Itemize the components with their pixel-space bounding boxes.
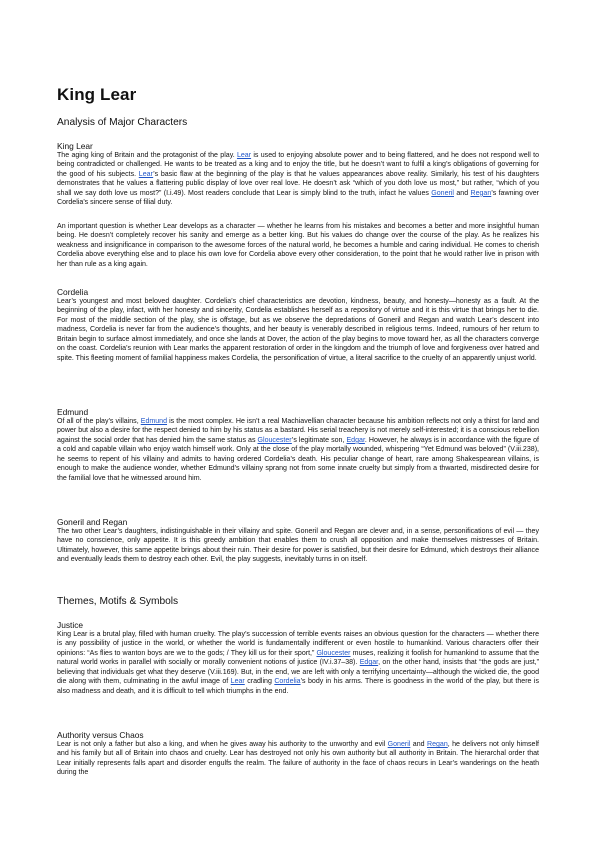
character-link-regan[interactable]: Regan — [470, 189, 492, 197]
character-link-lear[interactable]: Lear — [230, 678, 245, 686]
character-link-goneril[interactable]: Goneril — [431, 189, 454, 197]
character-link-gloucester[interactable]: Gloucester — [316, 649, 351, 657]
paragraph-text: ’s legitimate son, — [291, 436, 347, 444]
subheading-edmund: Edmund — [57, 407, 89, 417]
paragraph-text: ’s fawning over Cordelia’s sincere sense of filial duty. — [57, 189, 539, 207]
paragraph-text: Lear is not only a father but also a king, and when he gives away his authority to the unworthy and evil — [57, 741, 388, 748]
character-link-edmund[interactable]: Edmund — [140, 418, 168, 425]
subheading-king-lear: King Lear — [57, 141, 93, 151]
paragraph-text: , on the other hand, insists that “the gods are just,” believing that individuals get what they deserve (V.iii.169). But, in the end, we are left with only a terrifying uncertainty—although the wicked die, the good die along with them, culminating in the awful image of — [57, 659, 539, 686]
character-link-goneril[interactable]: Goneril — [387, 741, 411, 748]
subheading-goneril-regan: Goneril and Regan — [57, 517, 128, 527]
paragraph-edmund — [57, 417, 539, 483]
section-heading-themes: Themes, Motifs & Symbols — [57, 596, 179, 607]
paragraph-text: ’s body in his arms. There is goodness in the world of the play, but there is also madness and death, and it is difficult to tell which triumphs in the end. — [57, 678, 540, 695]
paragraph-text: Of all of the play’s villains, — [57, 418, 141, 425]
paragraph-text: Lear’s youngest and most beloved daughter. Cordelia’s chief characteristics are devotion, kindness, beauty, and honesty—honesty as a fault. At the beginning of the play, infact, with her honesty and sincerity, Cordelia establishes herself as a repository of virtue and it is this virtue that brings her to die. For most of the middle section of the play, she is offstage, but as we observe the depredations of Goneril and Regan and watch Lear’s descent into madness, Cordelia is never far from the audience’s thoughts, and her beauty is venerably described in religious terms. Indeed, rumours of her return to Britain begin to surface almost immediately, and once she lands at Dover, the action of the play begins to move toward her, as all the characters converge on the coast. Cordelia’s reunion with Lear marks the apparent restoration of order in the kingdom and the triumph of love and forgiveness over hatred and spite. This fleeting moment of familial happiness makes Cordelia, the personification of virtue, a literal sacrifice to the cruelty of an apparently unjust world. — [57, 298, 539, 362]
paragraph-text: is the most complex. He isn’t a real Machiavellian character because his ambition reflects not only a thirst for land and power but also a desire for the respect denied to him by his status as a bastard. His serial treachery is not merely self-interested; it is a conscious rebellion against the social order that has denied him the same status as — [57, 418, 539, 444]
paragraph-text: ’s basic flaw at the beginning of the play is that he values appearances above reality. Similarly, his test of his daughters demonstrates that he values a flattering public display of love over real love. He doesn’t ask “which of you doth love us most,” but rather, “which of you shall we say doth love us most?” (I.i.49). Most readers conclude that Lear is simply blind to the truth, infact he values — [57, 170, 539, 197]
character-link-edgar[interactable]: Edgar — [346, 436, 365, 444]
paragraph-text: . However, he always is in accordance with the figure of a cold and capable villain who enjoy watch himself work. Only at the close of the play mortally wounded, whispering “Yet Edmund was beloved” (V.iii.238), he seems to repent of his villainy and admits to having ordered Cordelia’s death. His peculiar change of heart, rare among Shakespearean villains, is enough to make the audience wonder, whether Edmund’s villainy sprang not from some innate cruelty but simply from a thwarted, misdirected desire for the familial love that he witnessed around him. — [57, 436, 539, 482]
paragraph-king-lear-2 — [57, 222, 539, 269]
paragraph-text: , he delivers not only himself and his family but all of Britain into chaos and cruelty. Lear has destroyed not only his own authority but all authority in Britain. The hierarchal order that Lear initially represents falls apart and disorder engulfs the realm. The failure of authority in the face of chaos recurs in Lear’s wanderings on the heath during the — [57, 741, 539, 777]
paragraph-text: The two other Lear’s daughters, indistinguishable in their villainy and spite. Goneril and Regan are clever and, in a sense, personifications of evil — they have no conscience, only appetite. It is this greedy ambition that enables them to crush all opposition and make themselves mistresses of Britain. Ultimately, however, this same appetite brings about their ruin. Their desire for power is satisfied, but their desire for Edmund, which destroys their alliance and eventually leads them to destroy each other. Evil, the play suggests, inevitably turns in on itself. — [57, 528, 539, 564]
subheading-cordelia: Cordelia — [57, 287, 89, 297]
character-link-cordelia[interactable]: Cordelia — [274, 678, 301, 686]
paragraph-text: muses, realizing it foolish for humankind to assume that the natural world works in parallel with socially or morally convenient notions of justice (IV.i.37–38). — [57, 649, 539, 667]
character-link-edgar[interactable]: Edgar — [359, 659, 379, 667]
character-link-lear[interactable]: Lear — [138, 170, 154, 178]
character-link-lear[interactable]: Lear — [236, 152, 252, 159]
paragraph-text: is used to enjoying absolute power and to being flattered, and he does not respond well to being contradicted or challenged. He wants to be treated as a king and to enjoy the title, but he doesn’t want to fulfil a king’s obligations of governing for the good of his subjects. — [57, 152, 539, 178]
paragraph-justice — [57, 630, 539, 696]
paragraph-text: cradling — [244, 678, 275, 686]
paragraph-text: An important question is whether Lear develops as a character — whether he learns from his mistakes and becomes a better and more insightful human being. He doesn’t completely recover his sanity and emerge as a better king. But his values do change over the course of the play. As he realizes his weakness and insignificance in comparison to the awesome forces of the natural world, he becomes a humble and caring individual. He comes to cherish Cordelia above everything else and to place his own love for Cordelia above every other consideration, to the point that he would rather live in prison with her than rule as a king again. — [57, 223, 539, 268]
section-heading-analysis: Analysis of Major Characters — [57, 117, 188, 128]
paragraph-text: and — [410, 741, 427, 748]
document-title: King Lear — [57, 85, 137, 104]
paragraph-cordelia — [57, 297, 539, 363]
paragraph-text: King Lear is a brutal play, filled with human cruelty. The play’s succession of terrible events raises an obvious question for the characters — whether there is any possibility of justice in the world, or whether the world is fundamentally indifferent or even hostile to humankind. Various characters offer their opinions: “As flies to wanton boys are we to the gods; / They kill us for their sport,” — [57, 631, 539, 657]
paragraph-authority-chaos — [57, 740, 539, 778]
character-link-gloucester[interactable]: Gloucester — [257, 436, 292, 444]
subheading-authority-chaos: Authority versus Chaos — [57, 730, 144, 740]
paragraph-goneril-regan — [57, 527, 539, 565]
paragraph-king-lear-1 — [57, 151, 539, 208]
subheading-justice: Justice — [57, 620, 84, 630]
character-link-regan[interactable]: Regan — [426, 741, 448, 748]
paragraph-text: and — [453, 189, 471, 197]
paragraph-text: The aging king of Britain and the protagonist of the play. — [57, 152, 237, 159]
